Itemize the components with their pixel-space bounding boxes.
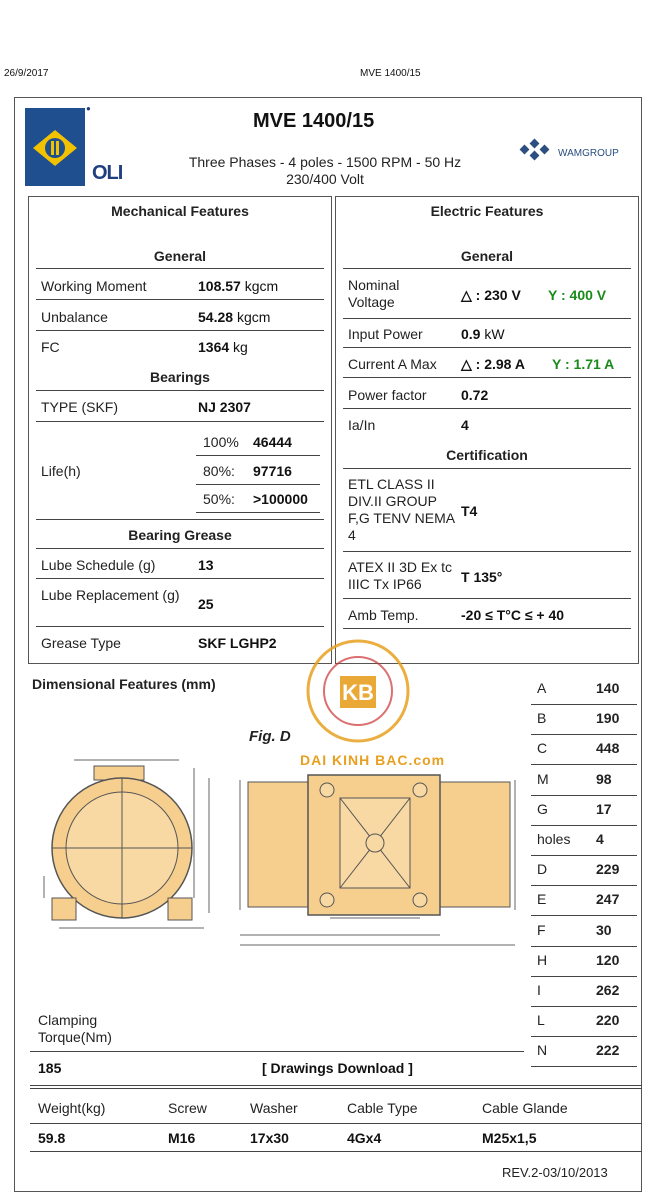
dimension-row	[531, 885, 637, 916]
dimension-key: E	[537, 891, 547, 908]
ia-in-value: 4	[461, 417, 469, 433]
washer-value: 17x30	[250, 1130, 289, 1146]
cable-type-value: 4Gx4	[347, 1130, 382, 1146]
wamgroup-logo	[517, 138, 557, 169]
dimension-row	[531, 976, 637, 1007]
power-factor-label: Power factor	[348, 387, 427, 403]
working-moment-label: Working Moment	[41, 278, 147, 294]
grease-title: Bearing Grease	[128, 527, 232, 543]
mechanical-title: Mechanical Features	[111, 203, 249, 219]
dimension-value: 190	[596, 710, 620, 727]
dimension-row	[531, 1036, 637, 1067]
revision: REV.2-03/10/2013	[502, 1165, 608, 1180]
certification-title: Certification	[446, 447, 528, 463]
dimension-row	[531, 916, 637, 947]
dimension-row	[531, 765, 637, 796]
bearing-type-value: NJ 2307	[198, 399, 251, 415]
dimension-key: G	[537, 800, 548, 817]
fig-label: Fig. D	[249, 728, 291, 745]
elec-general-title: General	[460, 248, 514, 264]
dimension-row	[531, 704, 637, 735]
dimension-value: 120	[596, 951, 620, 968]
cable-glande-header: Cable Glande	[482, 1100, 568, 1116]
dimension-row	[531, 946, 637, 977]
nominal-voltage-star: Y : 400 V	[548, 287, 607, 303]
washer-header: Washer	[250, 1100, 298, 1116]
nominal-voltage-label: Nominal Voltage	[348, 277, 400, 310]
dimension-row	[531, 674, 637, 705]
wamgroup-text: WAMGROUP	[558, 148, 619, 159]
lube-schedule-label: Lube Schedule (g)	[41, 557, 156, 573]
cable-glande-value: M25x1,5	[482, 1130, 537, 1146]
dimension-value: 30	[596, 921, 612, 938]
electric-panel	[335, 196, 639, 664]
dimension-row	[531, 855, 637, 886]
page-ref: MVE 1400/15	[360, 68, 421, 79]
dimension-value: 229	[596, 861, 620, 878]
life-label: Life(h)	[41, 463, 81, 479]
dimension-key: B	[537, 710, 547, 727]
dimension-key: C	[537, 740, 548, 757]
dimension-key: N	[537, 1042, 548, 1059]
current-label: Current A Max	[348, 356, 437, 372]
dimension-row	[531, 734, 637, 765]
weight-value: 59.8	[38, 1130, 66, 1146]
life-value-50: >100000	[253, 491, 308, 507]
dimension-value: 140	[596, 680, 620, 696]
cable-type-header: Cable Type	[347, 1100, 418, 1116]
atex-value: T 135°	[461, 569, 503, 585]
dimension-value: 17	[596, 800, 612, 817]
dimension-key: H	[537, 951, 548, 968]
power-factor-value: 0.72	[461, 387, 489, 403]
fc-value: 1364 kg	[198, 339, 248, 355]
oli-brand-text: OLI	[92, 162, 123, 184]
svg-text:KB: KB	[342, 680, 374, 705]
atex-label: ATEX II 3D Ex tc IIIC Tx IP66	[348, 559, 452, 592]
motor-end-view-drawing	[34, 748, 224, 943]
motor-side-view-drawing	[230, 770, 520, 965]
dimension-key: D	[537, 861, 548, 878]
current-delta: △ : 2.98 A	[461, 356, 525, 372]
clamping-label: Clamping Torque(Nm)	[38, 1012, 112, 1045]
dimension-value: 262	[596, 982, 620, 998]
life-pct-50: 50%:	[203, 491, 235, 507]
subtitle-line-2: 230/400 Volt	[286, 171, 364, 187]
dimension-value: 222	[596, 1042, 620, 1059]
dimension-key: A	[537, 680, 547, 696]
dimension-key: L	[537, 1012, 545, 1029]
dimension-key: I	[537, 982, 541, 998]
fc-label: FC	[41, 339, 60, 355]
dimension-row	[531, 795, 637, 826]
screw-value: M16	[168, 1130, 196, 1146]
mech-general-title: General	[153, 248, 207, 264]
drawings-download-link[interactable]: [ Drawings Download ]	[262, 1060, 413, 1076]
life-pct-80: 80%:	[203, 463, 235, 479]
unbalance-label: Unbalance	[41, 309, 108, 325]
dimension-value: 247	[596, 891, 620, 908]
etl-value: T4	[461, 503, 478, 519]
dkb-watermark-logo	[298, 636, 428, 751]
life-pct-100: 100%	[203, 434, 239, 450]
life-value-80: 97716	[253, 463, 292, 479]
page-title: MVE 1400/15	[253, 110, 375, 132]
dimension-key: M	[537, 770, 549, 787]
dimension-value: 4	[596, 831, 604, 847]
lube-schedule-value: 13	[198, 557, 214, 573]
page-date: 26/9/2017	[4, 68, 49, 79]
current-star: Y : 1.71 A	[552, 356, 615, 372]
life-value-100: 46444	[253, 434, 292, 450]
dimension-value: 98	[596, 770, 612, 787]
amb-temp-value: -20 ≤ T°C ≤ + 40	[461, 607, 565, 623]
unbalance-value: 54.28 kgcm	[198, 309, 271, 325]
dimensional-title: Dimensional Features (mm)	[32, 676, 216, 692]
working-moment-value: 108.57 kgcm	[198, 278, 279, 294]
clamping-value: 185	[38, 1060, 62, 1076]
etl-label: ETL CLASS II DIV.II GROUP F,G TENV NEMA 4	[348, 476, 455, 543]
screw-header: Screw	[168, 1100, 207, 1116]
dimension-key: holes	[537, 831, 571, 847]
dimension-value: 220	[596, 1012, 620, 1029]
grease-type-value: SKF LGHP2	[198, 635, 277, 651]
bearing-type-label: TYPE (SKF)	[41, 399, 119, 415]
nominal-voltage-delta: △ : 230 V	[461, 287, 521, 303]
lube-replacement-value: 25	[198, 596, 214, 612]
subtitle-line-1: Three Phases - 4 poles - 1500 RPM - 50 Hz	[188, 154, 462, 170]
dimension-value: 448	[596, 740, 620, 757]
oli-logo	[25, 108, 85, 186]
ia-in-label: Ia/In	[348, 417, 376, 433]
dimension-row	[531, 825, 637, 856]
amb-temp-label: Amb Temp.	[348, 607, 419, 623]
watermark-text: DAI KINH BAC.com	[300, 752, 446, 768]
input-power-value: 0.9 kW	[461, 326, 505, 342]
input-power-label: Input Power	[348, 326, 423, 342]
electric-title: Electric Features	[430, 203, 544, 219]
subtitle	[160, 154, 490, 188]
dimension-row	[531, 1006, 637, 1037]
lube-replacement-label: Lube Replacement (g)	[41, 587, 180, 603]
dimension-key: F	[537, 921, 546, 938]
grease-type-label: Grease Type	[41, 635, 121, 651]
weight-header: Weight(kg)	[38, 1100, 106, 1116]
bearings-title: Bearings	[150, 369, 210, 385]
